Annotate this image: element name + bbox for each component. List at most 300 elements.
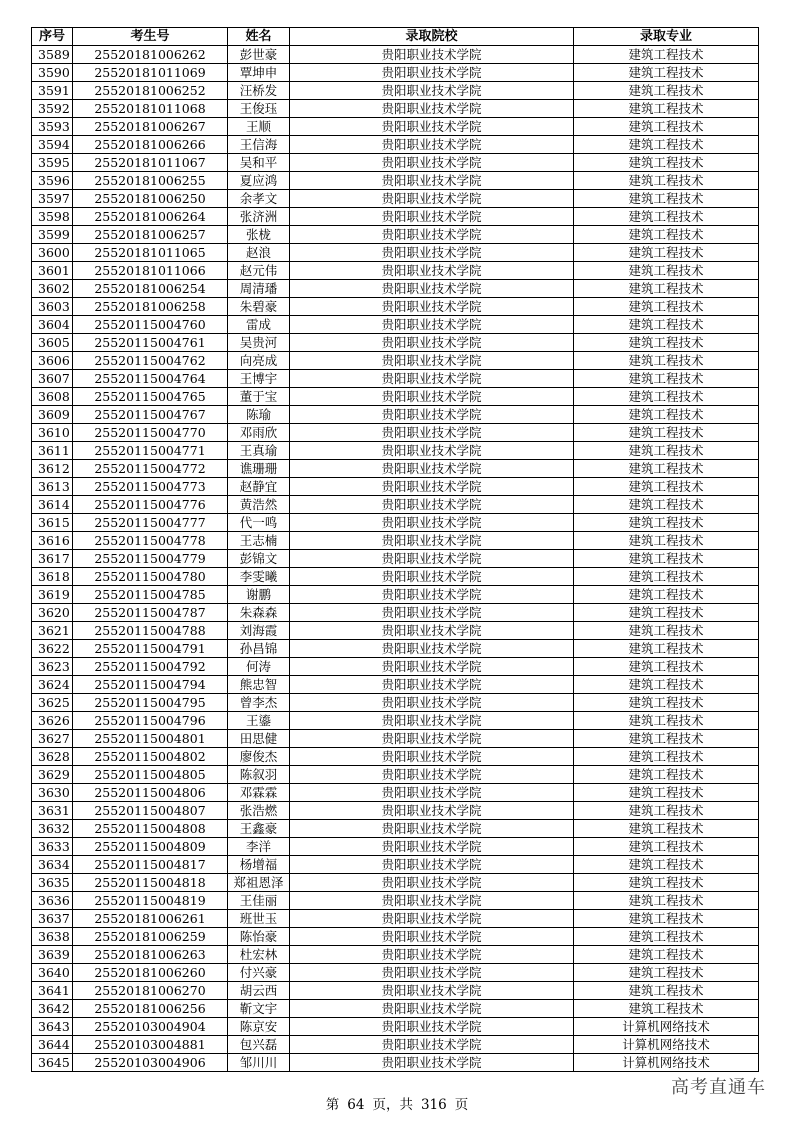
cell-major: 建筑工程技术 [574, 874, 759, 892]
table-row [32, 352, 759, 370]
cell-college: 贵阳职业技术学院 [290, 802, 574, 820]
cell-exam-id: 25520181006267 [73, 118, 228, 136]
cell-college: 贵阳职业技术学院 [290, 784, 574, 802]
footer-mid: 页，共 [372, 1097, 413, 1113]
cell-college: 贵阳职业技术学院 [290, 442, 574, 460]
cell-major: 建筑工程技术 [574, 910, 759, 928]
cell-college: 贵阳职业技术学院 [290, 1036, 574, 1054]
table-row [32, 856, 759, 874]
cell-name: 朱森森 [228, 604, 290, 622]
cell-seq: 3635 [32, 874, 73, 892]
cell-seq: 3619 [32, 586, 73, 604]
cell-major: 建筑工程技术 [574, 154, 759, 172]
cell-major: 建筑工程技术 [574, 64, 759, 82]
table-row [32, 388, 759, 406]
cell-exam-id: 25520181006252 [73, 82, 228, 100]
cell-major: 建筑工程技术 [574, 784, 759, 802]
cell-major: 建筑工程技术 [574, 658, 759, 676]
cell-major: 建筑工程技术 [574, 100, 759, 118]
cell-major: 建筑工程技术 [574, 334, 759, 352]
cell-seq: 3625 [32, 694, 73, 712]
cell-seq: 3601 [32, 262, 73, 280]
cell-exam-id: 25520181006256 [73, 1000, 228, 1018]
cell-exam-id: 25520181006257 [73, 226, 228, 244]
table-row [32, 982, 759, 1000]
cell-college: 贵阳职业技术学院 [290, 676, 574, 694]
cell-seq: 3604 [32, 316, 73, 334]
cell-exam-id: 25520181006258 [73, 298, 228, 316]
cell-college: 贵阳职业技术学院 [290, 226, 574, 244]
cell-seq: 3627 [32, 730, 73, 748]
cell-name: 杨增福 [228, 856, 290, 874]
cell-seq: 3632 [32, 820, 73, 838]
cell-college: 贵阳职业技术学院 [290, 82, 574, 100]
cell-major: 建筑工程技术 [574, 496, 759, 514]
table-row [32, 532, 759, 550]
cell-major: 建筑工程技术 [574, 964, 759, 982]
cell-college: 贵阳职业技术学院 [290, 370, 574, 388]
cell-college: 贵阳职业技术学院 [290, 532, 574, 550]
table-row [32, 622, 759, 640]
cell-exam-id: 25520181006255 [73, 172, 228, 190]
cell-exam-id: 25520181006259 [73, 928, 228, 946]
cell-name: 余孝文 [228, 190, 290, 208]
cell-name: 廖俊杰 [228, 748, 290, 766]
cell-exam-id: 25520181006270 [73, 982, 228, 1000]
cell-name: 胡云西 [228, 982, 290, 1000]
cell-major: 建筑工程技术 [574, 478, 759, 496]
cell-college: 贵阳职业技术学院 [290, 262, 574, 280]
cell-major: 建筑工程技术 [574, 514, 759, 532]
cell-college: 贵阳职业技术学院 [290, 460, 574, 478]
cell-college: 贵阳职业技术学院 [290, 856, 574, 874]
table-row [32, 802, 759, 820]
cell-seq: 3599 [32, 226, 73, 244]
cell-major: 建筑工程技术 [574, 244, 759, 262]
cell-exam-id: 25520103004906 [73, 1054, 228, 1072]
cell-name: 熊忠智 [228, 676, 290, 694]
footer-page-number: 64 [347, 1097, 365, 1113]
table-header [32, 28, 759, 46]
cell-seq: 3626 [32, 712, 73, 730]
cell-major: 建筑工程技术 [574, 550, 759, 568]
cell-exam-id: 25520115004802 [73, 748, 228, 766]
cell-name: 班世玉 [228, 910, 290, 928]
cell-exam-id: 25520115004806 [73, 784, 228, 802]
cell-exam-id: 25520115004779 [73, 550, 228, 568]
cell-college: 贵阳职业技术学院 [290, 352, 574, 370]
cell-college: 贵阳职业技术学院 [290, 406, 574, 424]
cell-college: 贵阳职业技术学院 [290, 766, 574, 784]
cell-college: 贵阳职业技术学院 [290, 280, 574, 298]
cell-major: 建筑工程技术 [574, 892, 759, 910]
cell-exam-id: 25520181006263 [73, 946, 228, 964]
cell-seq: 3589 [32, 46, 73, 64]
cell-college: 贵阳职业技术学院 [290, 244, 574, 262]
cell-major: 建筑工程技术 [574, 532, 759, 550]
cell-college: 贵阳职业技术学院 [290, 658, 574, 676]
cell-seq: 3636 [32, 892, 73, 910]
cell-exam-id: 25520115004776 [73, 496, 228, 514]
table-row [32, 172, 759, 190]
cell-college: 贵阳职业技术学院 [290, 694, 574, 712]
cell-major: 建筑工程技术 [574, 262, 759, 280]
cell-major: 建筑工程技术 [574, 460, 759, 478]
cell-seq: 3623 [32, 658, 73, 676]
cell-exam-id: 25520115004819 [73, 892, 228, 910]
table-row [32, 442, 759, 460]
cell-major: 计算机网络技术 [574, 1036, 759, 1054]
cell-major: 建筑工程技术 [574, 748, 759, 766]
table-row [32, 208, 759, 226]
cell-college: 贵阳职业技术学院 [290, 910, 574, 928]
header-seq: 序号 [32, 28, 73, 46]
table-row [32, 910, 759, 928]
cell-exam-id: 25520181006264 [73, 208, 228, 226]
cell-seq: 3622 [32, 640, 73, 658]
cell-seq: 3594 [32, 136, 73, 154]
cell-college: 贵阳职业技术学院 [290, 604, 574, 622]
cell-college: 贵阳职业技术学院 [290, 208, 574, 226]
cell-name: 王佳丽 [228, 892, 290, 910]
cell-name: 李雯曦 [228, 568, 290, 586]
cell-major: 建筑工程技术 [574, 280, 759, 298]
cell-college: 贵阳职业技术学院 [290, 892, 574, 910]
cell-major: 建筑工程技术 [574, 46, 759, 64]
cell-college: 贵阳职业技术学院 [290, 298, 574, 316]
cell-exam-id: 25520115004761 [73, 334, 228, 352]
cell-major: 建筑工程技术 [574, 172, 759, 190]
cell-major: 建筑工程技术 [574, 766, 759, 784]
cell-seq: 3628 [32, 748, 73, 766]
table-row [32, 514, 759, 532]
cell-college: 贵阳职业技术学院 [290, 424, 574, 442]
table-row [32, 226, 759, 244]
cell-exam-id: 25520181006266 [73, 136, 228, 154]
cell-seq: 3600 [32, 244, 73, 262]
table-row [32, 280, 759, 298]
table-row [32, 1036, 759, 1054]
table-row [32, 1018, 759, 1036]
cell-major: 建筑工程技术 [574, 982, 759, 1000]
cell-seq: 3634 [32, 856, 73, 874]
cell-college: 贵阳职业技术学院 [290, 316, 574, 334]
table-row [32, 64, 759, 82]
cell-major: 建筑工程技术 [574, 370, 759, 388]
cell-exam-id: 25520115004787 [73, 604, 228, 622]
cell-name: 刘海霞 [228, 622, 290, 640]
table-row [32, 874, 759, 892]
cell-exam-id: 25520115004817 [73, 856, 228, 874]
cell-college: 贵阳职业技术学院 [290, 730, 574, 748]
cell-college: 贵阳职业技术学院 [290, 496, 574, 514]
table-row [32, 784, 759, 802]
cell-college: 贵阳职业技术学院 [290, 550, 574, 568]
cell-exam-id: 25520181006261 [73, 910, 228, 928]
cell-major: 建筑工程技术 [574, 730, 759, 748]
cell-seq: 3612 [32, 460, 73, 478]
cell-major: 建筑工程技术 [574, 136, 759, 154]
cell-major: 建筑工程技术 [574, 298, 759, 316]
cell-name: 何涛 [228, 658, 290, 676]
cell-seq: 3591 [32, 82, 73, 100]
table-row [32, 820, 759, 838]
cell-exam-id: 25520115004773 [73, 478, 228, 496]
cell-college: 贵阳职业技术学院 [290, 820, 574, 838]
cell-name: 吴和平 [228, 154, 290, 172]
cell-exam-id: 25520181006260 [73, 964, 228, 982]
cell-seq: 3592 [32, 100, 73, 118]
table-row [32, 586, 759, 604]
cell-name: 郑祖恩泽 [228, 874, 290, 892]
cell-name: 李洋 [228, 838, 290, 856]
table-row [32, 712, 759, 730]
table-row [32, 694, 759, 712]
cell-exam-id: 25520181006262 [73, 46, 228, 64]
cell-name: 赵静宜 [228, 478, 290, 496]
cell-major: 建筑工程技术 [574, 820, 759, 838]
cell-major: 建筑工程技术 [574, 604, 759, 622]
cell-major: 建筑工程技术 [574, 640, 759, 658]
cell-exam-id: 25520115004805 [73, 766, 228, 784]
table-row [32, 82, 759, 100]
cell-seq: 3633 [32, 838, 73, 856]
cell-seq: 3616 [32, 532, 73, 550]
cell-major: 计算机网络技术 [574, 1018, 759, 1036]
cell-major: 计算机网络技术 [574, 1054, 759, 1072]
cell-seq: 3598 [32, 208, 73, 226]
cell-seq: 3611 [32, 442, 73, 460]
cell-major: 建筑工程技术 [574, 586, 759, 604]
cell-seq: 3605 [32, 334, 73, 352]
cell-name: 夏应鸿 [228, 172, 290, 190]
cell-seq: 3595 [32, 154, 73, 172]
cell-name: 靳文宇 [228, 1000, 290, 1018]
cell-seq: 3629 [32, 766, 73, 784]
cell-name: 张济洲 [228, 208, 290, 226]
cell-college: 贵阳职业技术学院 [290, 154, 574, 172]
cell-seq: 3624 [32, 676, 73, 694]
cell-name: 覃坤申 [228, 64, 290, 82]
cell-name: 彭世豪 [228, 46, 290, 64]
admission-list [31, 27, 758, 1072]
cell-major: 建筑工程技术 [574, 622, 759, 640]
cell-exam-id: 25520115004791 [73, 640, 228, 658]
cell-name: 王鎏 [228, 712, 290, 730]
cell-college: 贵阳职业技术学院 [290, 928, 574, 946]
cell-college: 贵阳职业技术学院 [290, 46, 574, 64]
cell-seq: 3640 [32, 964, 73, 982]
cell-college: 贵阳职业技术学院 [290, 874, 574, 892]
table-row [32, 298, 759, 316]
cell-major: 建筑工程技术 [574, 568, 759, 586]
cell-exam-id: 25520115004801 [73, 730, 228, 748]
cell-seq: 3614 [32, 496, 73, 514]
cell-name: 朱碧豪 [228, 298, 290, 316]
cell-name: 谢鹏 [228, 586, 290, 604]
cell-college: 贵阳职业技术学院 [290, 190, 574, 208]
cell-name: 付兴豪 [228, 964, 290, 982]
cell-exam-id: 25520103004881 [73, 1036, 228, 1054]
cell-college: 贵阳职业技术学院 [290, 1054, 574, 1072]
cell-exam-id: 25520115004762 [73, 352, 228, 370]
cell-exam-id: 25520181011066 [73, 262, 228, 280]
cell-name: 彭锦文 [228, 550, 290, 568]
cell-major: 建筑工程技术 [574, 352, 759, 370]
table-row [32, 1000, 759, 1018]
cell-seq: 3609 [32, 406, 73, 424]
cell-name: 王真瑜 [228, 442, 290, 460]
cell-exam-id: 25520115004794 [73, 676, 228, 694]
table-row [32, 730, 759, 748]
cell-major: 建筑工程技术 [574, 118, 759, 136]
cell-exam-id: 25520115004788 [73, 622, 228, 640]
cell-major: 建筑工程技术 [574, 82, 759, 100]
cell-seq: 3620 [32, 604, 73, 622]
table-row [32, 316, 759, 334]
header-name: 姓名 [228, 28, 290, 46]
cell-college: 贵阳职业技术学院 [290, 712, 574, 730]
cell-exam-id: 25520115004767 [73, 406, 228, 424]
cell-exam-id: 25520115004778 [73, 532, 228, 550]
cell-major: 建筑工程技术 [574, 190, 759, 208]
cell-college: 贵阳职业技术学院 [290, 334, 574, 352]
cell-college: 贵阳职业技术学院 [290, 1018, 574, 1036]
cell-exam-id: 25520115004795 [73, 694, 228, 712]
cell-seq: 3606 [32, 352, 73, 370]
cell-exam-id: 25520115004777 [73, 514, 228, 532]
cell-college: 贵阳职业技术学院 [290, 100, 574, 118]
cell-seq: 3617 [32, 550, 73, 568]
cell-exam-id: 25520115004771 [73, 442, 228, 460]
table-row [32, 658, 759, 676]
table-row [32, 892, 759, 910]
table-row [32, 370, 759, 388]
cell-major: 建筑工程技术 [574, 946, 759, 964]
cell-exam-id: 25520115004818 [73, 874, 228, 892]
cell-seq: 3642 [32, 1000, 73, 1018]
cell-name: 邓雨欣 [228, 424, 290, 442]
cell-name: 张浩燃 [228, 802, 290, 820]
cell-major: 建筑工程技术 [574, 676, 759, 694]
table-row [32, 676, 759, 694]
cell-major: 建筑工程技术 [574, 388, 759, 406]
header-exam-id: 考生号 [73, 28, 228, 46]
cell-exam-id: 25520115004785 [73, 586, 228, 604]
cell-major: 建筑工程技术 [574, 424, 759, 442]
cell-seq: 3621 [32, 622, 73, 640]
cell-name: 王志楠 [228, 532, 290, 550]
table-body [32, 46, 759, 1072]
cell-seq: 3644 [32, 1036, 73, 1054]
cell-exam-id: 25520103004904 [73, 1018, 228, 1036]
cell-name: 吴贵河 [228, 334, 290, 352]
cell-name: 邓霖霖 [228, 784, 290, 802]
table-row [32, 478, 759, 496]
cell-name: 黄浩然 [228, 496, 290, 514]
cell-name: 汪桥发 [228, 82, 290, 100]
cell-major: 建筑工程技术 [574, 1000, 759, 1018]
cell-college: 贵阳职业技术学院 [290, 586, 574, 604]
cell-college: 贵阳职业技术学院 [290, 568, 574, 586]
cell-name: 陈叙羽 [228, 766, 290, 784]
cell-exam-id: 25520115004796 [73, 712, 228, 730]
cell-seq: 3615 [32, 514, 73, 532]
cell-seq: 3639 [32, 946, 73, 964]
cell-name: 王顺 [228, 118, 290, 136]
cell-college: 贵阳职业技术学院 [290, 64, 574, 82]
cell-exam-id: 25520115004772 [73, 460, 228, 478]
cell-name: 王信海 [228, 136, 290, 154]
cell-seq: 3602 [32, 280, 73, 298]
table-row [32, 568, 759, 586]
cell-major: 建筑工程技术 [574, 802, 759, 820]
cell-college: 贵阳职业技术学院 [290, 964, 574, 982]
cell-seq: 3613 [32, 478, 73, 496]
cell-college: 贵阳职业技术学院 [290, 514, 574, 532]
cell-college: 贵阳职业技术学院 [290, 946, 574, 964]
cell-exam-id: 25520181006254 [73, 280, 228, 298]
cell-name: 赵元伟 [228, 262, 290, 280]
cell-seq: 3631 [32, 802, 73, 820]
cell-name: 邹川川 [228, 1054, 290, 1072]
cell-name: 陈京安 [228, 1018, 290, 1036]
table-row [32, 46, 759, 64]
table-row [32, 244, 759, 262]
cell-seq: 3608 [32, 388, 73, 406]
table-row [32, 460, 759, 478]
cell-exam-id: 25520181011065 [73, 244, 228, 262]
brand-watermark: 高考直通车 [671, 1077, 766, 1098]
cell-seq: 3630 [32, 784, 73, 802]
cell-name: 谯珊珊 [228, 460, 290, 478]
table-row [32, 928, 759, 946]
cell-college: 贵阳职业技术学院 [290, 118, 574, 136]
cell-exam-id: 25520115004765 [73, 388, 228, 406]
cell-major: 建筑工程技术 [574, 442, 759, 460]
table-row [32, 550, 759, 568]
cell-college: 贵阳职业技术学院 [290, 1000, 574, 1018]
cell-seq: 3596 [32, 172, 73, 190]
cell-name: 董于宝 [228, 388, 290, 406]
cell-seq: 3618 [32, 568, 73, 586]
cell-seq: 3593 [32, 118, 73, 136]
cell-seq: 3643 [32, 1018, 73, 1036]
cell-name: 陈怡豪 [228, 928, 290, 946]
cell-name: 杜宏林 [228, 946, 290, 964]
header-college: 录取院校 [290, 28, 574, 46]
cell-seq: 3597 [32, 190, 73, 208]
cell-name: 代一鸣 [228, 514, 290, 532]
cell-exam-id: 25520181011067 [73, 154, 228, 172]
header-major: 录取专业 [574, 28, 759, 46]
table-row [32, 424, 759, 442]
footer-total-pages: 316 [420, 1097, 447, 1113]
cell-name: 陈瑜 [228, 406, 290, 424]
cell-seq: 3641 [32, 982, 73, 1000]
cell-name: 赵浪 [228, 244, 290, 262]
cell-seq: 3638 [32, 928, 73, 946]
table-row [32, 118, 759, 136]
cell-name: 包兴磊 [228, 1036, 290, 1054]
cell-exam-id: 25520115004808 [73, 820, 228, 838]
cell-seq: 3645 [32, 1054, 73, 1072]
cell-name: 向亮成 [228, 352, 290, 370]
cell-seq: 3607 [32, 370, 73, 388]
cell-major: 建筑工程技术 [574, 856, 759, 874]
table-row [32, 946, 759, 964]
cell-major: 建筑工程技术 [574, 694, 759, 712]
